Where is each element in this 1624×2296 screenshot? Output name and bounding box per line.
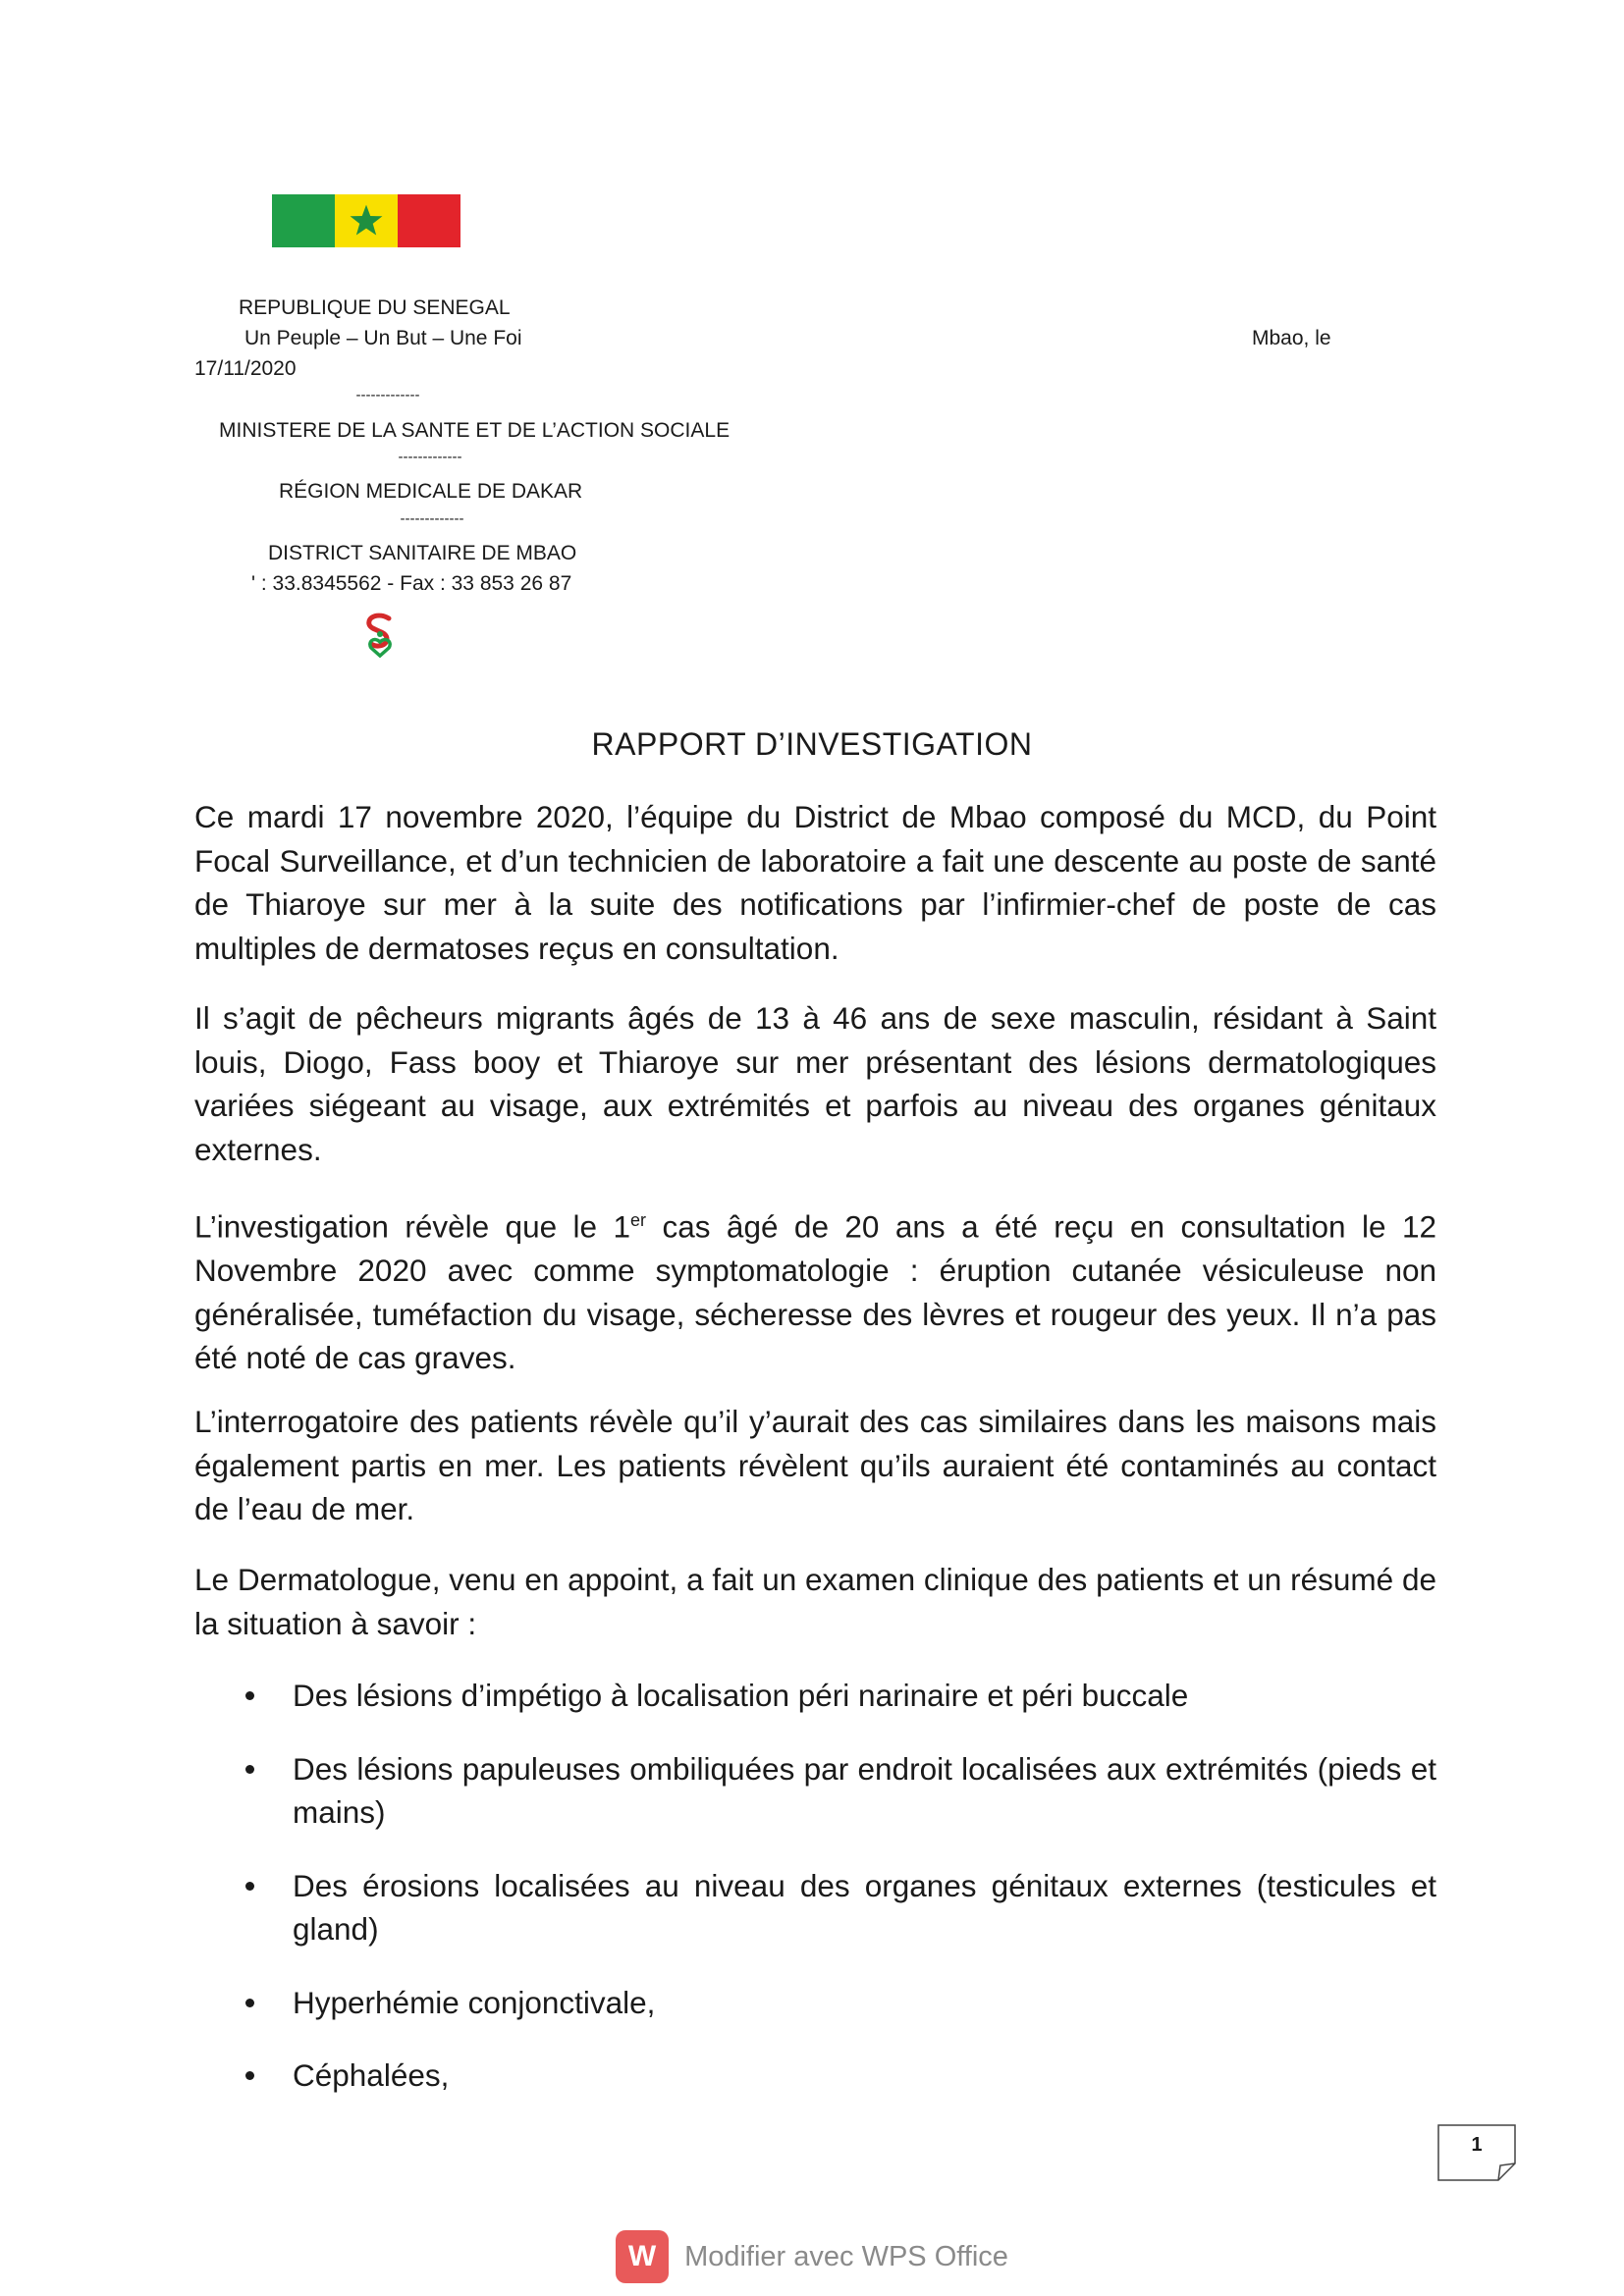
flag-yellow-band bbox=[335, 194, 398, 247]
first-case-text-a: L’investigation révèle que le 1 bbox=[194, 1208, 631, 1245]
separator: ------------- bbox=[400, 510, 464, 527]
date-value: 17/11/2020 bbox=[194, 357, 297, 380]
report-title: RAPPORT D’INVESTIGATION bbox=[591, 726, 1033, 762]
wps-footer[interactable] bbox=[0, 2230, 1624, 2283]
paragraph-intro: Ce mardi 17 novembre 2020, l’équipe du District de Mbao composé du MCD, du Point Focal Surveillance, et d’un technicien de laboratoire a fait une descente au poste de santé de Thiaroye sur mer à la suite des notifications par l’infirmier-chef de poste de cas multiples de dermatoses reçus en consultation. bbox=[194, 799, 1436, 966]
flag-red-band bbox=[398, 194, 460, 247]
country-name: REPUBLIQUE DU SENEGAL bbox=[239, 296, 511, 319]
list-item: Des lésions papuleuses ombiliquées par endroit localisées aux extrémités (pieds et mains) bbox=[194, 1747, 1436, 1835]
ordinal-suffix: er bbox=[630, 1210, 647, 1230]
paragraph-interrogation: L’interrogatoire des patients révèle qu’il y’aurait des cas similaires dans les maisons mais également partis en mer. Les patients révèlent qu’ils auraient été contaminés au contact de l’eau de mer. bbox=[194, 1404, 1436, 1526]
list-item: Des lésions d’impétigo à localisation péri narinaire et péri buccale bbox=[194, 1674, 1436, 1718]
district-logo bbox=[357, 613, 403, 660]
page-number: 1 bbox=[1471, 2134, 1483, 2156]
paragraph-patients: Il s’agit de pêcheurs migrants âgés de 13 à 46 ans de sexe masculin, résidant à Saint louis, Diogo, Fass booy et Thiaroye sur mer présentant des lésions dermatologiques variées siégeant au visage, aux extrémités et parfois au niveau des organes génitaux externes. bbox=[194, 1000, 1436, 1167]
bullet-item-list bbox=[194, 1674, 1436, 2098]
list-item: Hyperhémie conjonctivale, bbox=[194, 1981, 1436, 2025]
district-name: DISTRICT SANITAIRE DE MBAO bbox=[268, 542, 577, 564]
wps-logo-icon: W bbox=[616, 2230, 669, 2283]
separator: ------------- bbox=[355, 387, 420, 403]
contact-info: ' : 33.8345562 - Fax : 33 853 26 87 bbox=[251, 572, 572, 595]
place-date: Mbao, le bbox=[1252, 327, 1331, 349]
country-motto: Un Peuple – Un But – Une Foi bbox=[244, 327, 522, 349]
separator: ------------- bbox=[398, 449, 462, 465]
region-name: RÉGION MEDICALE DE DAKAR bbox=[279, 480, 583, 503]
ministry-name: MINISTERE DE LA SANTE ET DE L’ACTION SOCIALE bbox=[219, 419, 731, 442]
list-item: Des érosions localisées au niveau des organes génitaux externes (testicules et gland) bbox=[194, 1864, 1436, 1951]
paragraph-dermatologist: Le Dermatologue, venu en appoint, a fait un examen clinique des patients et un résumé de la situation à savoir : bbox=[194, 1562, 1436, 1641]
star-icon bbox=[348, 203, 385, 239]
first-case-text-b: cas âgé de 20 ans a été reçu en consultation le 12 Novembre 2020 avec comme symptomatologie : éruption cutanée vésiculeuse non généralisée, tuméfaction du visage, sécheresse des lèvres et rougeur des yeux. Il n’a pas été noté de cas graves. bbox=[194, 1208, 1436, 1375]
wps-edit-link[interactable]: Modifier avec WPS Office bbox=[684, 2240, 1008, 2272]
paragraph-first-case bbox=[194, 1199, 1436, 1380]
senegal-flag bbox=[272, 194, 460, 247]
list-item: Céphalées, bbox=[194, 2054, 1436, 2098]
flag-green-band bbox=[272, 194, 335, 247]
